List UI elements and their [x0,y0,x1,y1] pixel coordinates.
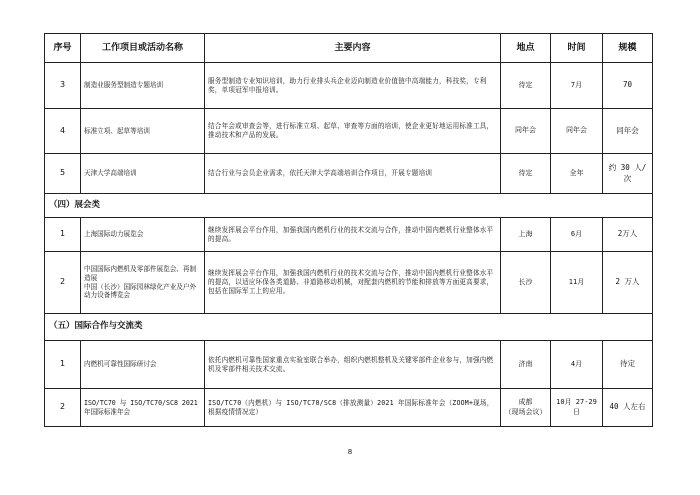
table-header-row [45,34,653,63]
row-time: 7月 [551,63,603,109]
row-time: 11月 [551,252,603,314]
table-row [45,252,653,314]
row-place: 待定 [501,154,551,194]
row-time: 6月 [551,218,603,252]
row-no: 4 [45,109,81,154]
row-scale: 约 30 人/次 [603,154,653,194]
row-content: ISO/TC70（内燃机）与 ISO/TC70/SC8（排放测量）2021 年国际标准年会（ZOOM+现场，根据疫情情况定） [205,389,501,427]
table-row [45,63,653,109]
row-no: 2 [45,252,81,314]
row-content: 结合年会或审查会等，进行标准立项、起草、审查等方面的培训，使企业更好地运用标准工具，推动技术和产品的发展。 [205,109,501,154]
row-name: 内燃机可靠性国际研讨会 [81,341,205,389]
row-place: 济南 [501,341,551,389]
table-row [45,341,653,389]
row-name: 上海国际动力展览会 [81,218,205,252]
section-row [45,314,653,341]
row-time: 4月 [551,341,603,389]
row-scale: 2万人 [603,218,653,252]
header-content: 主要内容 [205,34,501,63]
row-content: 依托内燃机可靠性国家重点实验室联合举办，组织内燃机整机及关键零部件企业参与，加强内燃机及零部件相关技术交流。 [205,341,501,389]
page-number: 8 [347,448,353,456]
table-row [45,389,653,427]
row-no: 3 [45,63,81,109]
section-title: （四）展会类 [45,194,653,218]
row-content: 继续发挥展会平台作用，加强我国内燃机行业的技术交流与合作，推动中国内燃机行业整体水平的提高。 [205,218,501,252]
row-no: 5 [45,154,81,194]
row-time: 10月 27-29日 [551,389,603,427]
row-name: ISO/TC70 与 ISO/TC70/SC8 2021 年国际标准年会 [81,389,205,427]
section-title: （五）国际合作与交流类 [45,314,653,341]
work-plan-table [44,33,653,427]
table-row [45,109,653,154]
header-place: 地点 [501,34,551,63]
row-scale: 70 [603,63,653,109]
row-place: 同年会 [501,109,551,154]
table-row [45,154,653,194]
row-scale: 同年会 [603,109,653,154]
row-name: 天津大学高端培训 [81,154,205,194]
header-no: 序号 [45,34,81,63]
row-name: 制造业服务型制造专题培训 [81,63,205,109]
row-name: 中国国际内燃机及零部件展览会、再制造展 中国（长沙）国际园林绿化产业及户外动力设备博览会 [81,252,205,314]
row-content: 结合行业与会员企业需求，依托天津大学高端培训合作项目，开展专题培训 [205,154,501,194]
row-scale: 待定 [603,341,653,389]
row-content: 服务型制造专业知识培训，助力行业排头兵企业迈向制造业价值链中高端能力，科技奖，专利奖，单项冠军申报培训。 [205,63,501,109]
row-name: 标准立项、起草等培训 [81,109,205,154]
header-name: 工作项目或活动名称 [81,34,205,63]
header-time: 时间 [551,34,603,63]
row-place: 上海 [501,218,551,252]
row-time: 全年 [551,154,603,194]
row-scale: 2 万人 [603,252,653,314]
row-no: 1 [45,218,81,252]
row-time: 同年会 [551,109,603,154]
row-place: 待定 [501,63,551,109]
table-row [45,218,653,252]
row-no: 2 [45,389,81,427]
row-place: 长沙 [501,252,551,314]
row-scale: 40 人左右 [603,389,653,427]
header-scale: 规模 [603,34,653,63]
row-no: 1 [45,341,81,389]
section-row [45,194,653,218]
row-content: 继续发挥展会平台作用，加强我国内燃机行业的技术交流与合作，推动中国内燃机行业整体水平的提高，以适应环保各类道路、非道路移动机械，对配套内燃机的节能和排放等方面更高要求，包括在国际军工上的应用。 [205,252,501,314]
row-place: 成都 （现场会议） [501,389,551,427]
